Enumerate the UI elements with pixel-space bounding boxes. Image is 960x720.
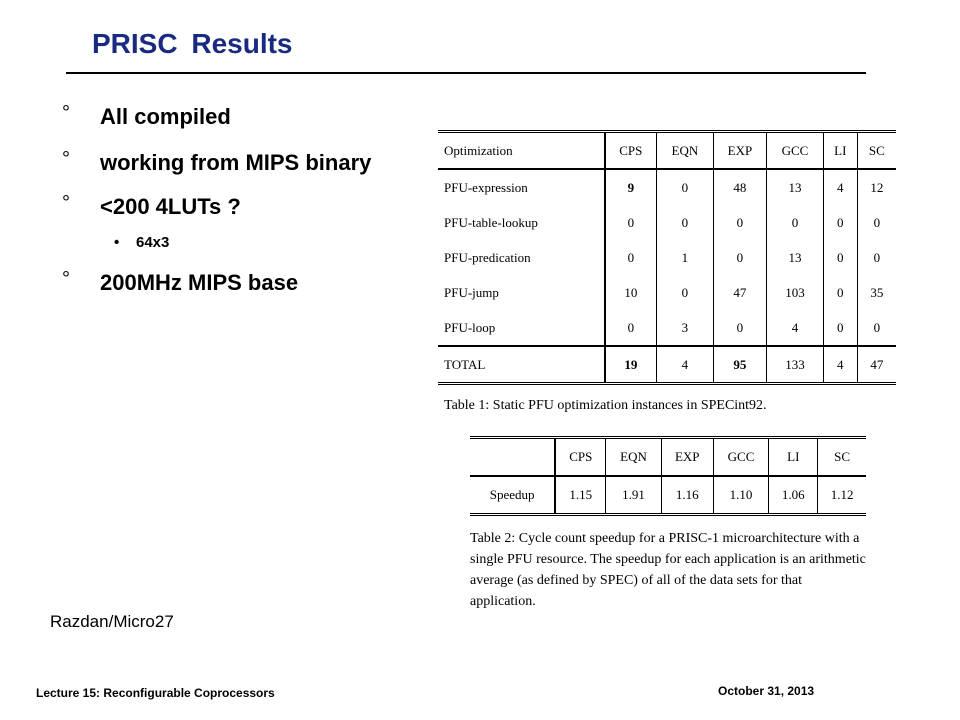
bullet-text: working from MIPS binary xyxy=(100,150,372,175)
table-cell: 1.91 xyxy=(606,476,662,515)
column-header: SC xyxy=(818,438,866,477)
table-cell: 0 xyxy=(767,205,824,240)
title-divider xyxy=(66,72,866,74)
table-cell: 0 xyxy=(823,240,857,275)
column-header: Optimization xyxy=(438,132,605,170)
slide-title: PRISC Results xyxy=(92,28,293,59)
table-row xyxy=(470,476,866,515)
row-label: PFU-expression xyxy=(438,169,605,205)
table-cell: 9 xyxy=(605,169,657,205)
bullet-text: <200 4LUTs ? xyxy=(100,194,241,219)
table-header-row xyxy=(470,438,866,477)
table-cell: 12 xyxy=(870,179,884,195)
column-header: LI xyxy=(823,132,857,170)
column-header: CPS xyxy=(605,132,657,170)
table-cell: 0 xyxy=(873,214,881,230)
table-cell: 133 xyxy=(767,346,824,384)
table-row xyxy=(438,240,896,275)
bullet-marker: ° xyxy=(62,268,70,290)
bullet-marker: ° xyxy=(62,102,70,124)
table-cell: 3 xyxy=(657,310,714,346)
pfu-optimization-table xyxy=(438,130,896,385)
table-cell: 1.12 xyxy=(830,487,854,502)
table-row xyxy=(438,310,896,346)
column-header: LI xyxy=(769,438,818,477)
column-header: EQN xyxy=(606,438,662,477)
table-cell: 4 xyxy=(823,169,857,205)
table-cell: 95 xyxy=(713,346,766,384)
table-cell: 4 xyxy=(767,310,824,346)
table-cell: 0 xyxy=(713,205,766,240)
footer-lecture: Lecture 15: Reconfigurable Coprocessors xyxy=(36,686,275,700)
table-cell: 0 xyxy=(605,205,657,240)
row-label: PFU-jump xyxy=(438,275,605,310)
bullet-text: 200MHz MIPS base xyxy=(100,270,299,295)
bullet-marker: ° xyxy=(62,192,70,214)
table-row xyxy=(438,169,896,205)
table-cell: 1.16 xyxy=(661,476,713,515)
table-cell: 0 xyxy=(657,169,714,205)
table-cell: 10 xyxy=(605,275,657,310)
table-cell: 1.06 xyxy=(769,476,818,515)
table-cell: 0 xyxy=(605,310,657,346)
table-cell: 0 xyxy=(605,240,657,275)
table-cell: 1.10 xyxy=(713,476,769,515)
column-header xyxy=(470,438,555,477)
table-row xyxy=(438,275,896,310)
table-cell: 0 xyxy=(823,310,857,346)
table-cell: 13 xyxy=(767,169,824,205)
table-cell: 0 xyxy=(657,205,714,240)
table-cell: 0 xyxy=(657,275,714,310)
bullet-text: All compiled xyxy=(100,104,231,129)
column-header: EXP xyxy=(661,438,713,477)
table-total-row xyxy=(438,346,896,384)
row-label: PFU-loop xyxy=(438,310,605,346)
table-cell: 0 xyxy=(873,249,881,265)
column-header: EQN xyxy=(657,132,714,170)
table-cell: 47 xyxy=(713,275,766,310)
table-cell: 4 xyxy=(823,346,857,384)
table-cell: 47 xyxy=(857,346,896,384)
column-header: CPS xyxy=(555,438,605,477)
table-cell: 13 xyxy=(767,240,824,275)
column-header: SC xyxy=(857,132,896,170)
table2-caption: Table 2: Cycle count speedup for a PRISC-1 microarchitecture with a single PFU resource. The speedup for each application is an arithmetic average (as defined by SPEC) of all of the data sets for that application. xyxy=(470,531,866,609)
table-cell: 19 xyxy=(605,346,657,384)
table-cell: 48 xyxy=(713,169,766,205)
row-label: TOTAL xyxy=(438,346,605,384)
table-cell: 0 xyxy=(713,310,766,346)
speedup-table xyxy=(470,436,866,516)
table-cell: 35 xyxy=(870,284,884,300)
row-label: PFU-table-lookup xyxy=(438,205,605,240)
table-cell: 0 xyxy=(823,275,857,310)
table-cell: 4 xyxy=(657,346,714,384)
table-cell: 0 xyxy=(823,205,857,240)
bullet-marker: ° xyxy=(62,148,70,170)
source-credit: Razdan/Micro27 xyxy=(50,612,174,631)
table1-caption: Table 1: Static PFU optimization instances in SPECint92. xyxy=(444,398,767,413)
row-label: Speedup xyxy=(470,476,555,515)
table-cell: 0 xyxy=(873,319,881,335)
table-cell: 1 xyxy=(657,240,714,275)
table-cell: 0 xyxy=(713,240,766,275)
table-header-row xyxy=(438,132,896,170)
sub-bullet-marker: • xyxy=(114,234,120,251)
column-header: EXP xyxy=(713,132,766,170)
table-cell: 103 xyxy=(767,275,824,310)
table-row xyxy=(438,205,896,240)
sub-bullet-text: 64x3 xyxy=(136,234,170,251)
table-cell: 1.15 xyxy=(555,476,605,515)
column-header: GCC xyxy=(713,438,769,477)
sub-bullet xyxy=(114,234,169,251)
footer-date: October 31, 2013 xyxy=(718,684,815,698)
row-label: PFU-predication xyxy=(438,240,605,275)
column-header: GCC xyxy=(767,132,824,170)
